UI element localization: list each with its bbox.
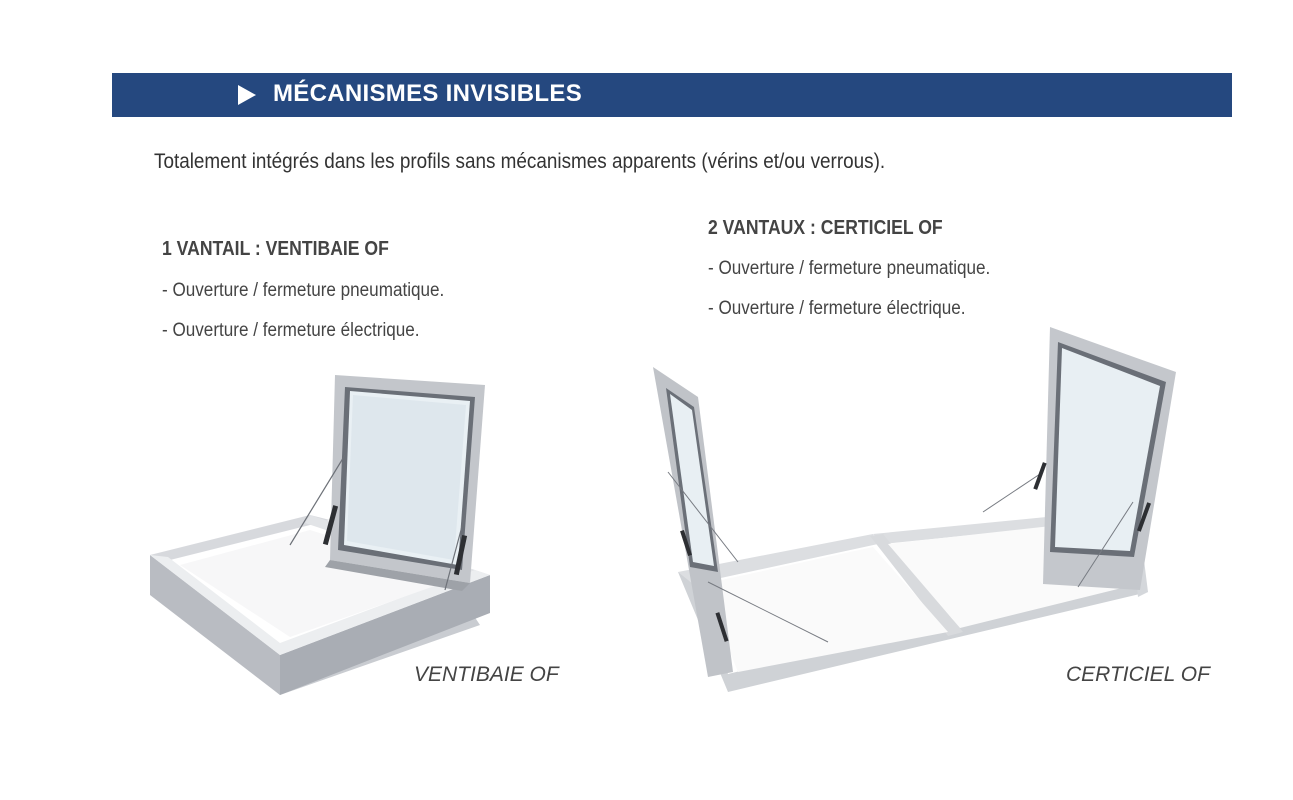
triangle-right-icon <box>238 85 256 105</box>
section-title: MÉCANISMES INVISIBLES <box>273 80 583 107</box>
feature-item: - Ouverture / fermeture pneumatique. <box>708 258 991 279</box>
product-caption-ventibaie: VENTIBAIE OF <box>414 663 559 686</box>
section-banner <box>112 73 1232 117</box>
feature-item: - Ouverture / fermeture électrique. <box>162 320 420 341</box>
intro-text: Totalement intégrés dans les profils sans mécanismes apparents (vérins et/ou verrous). <box>154 150 886 173</box>
product-caption-certiciel: CERTICIEL OF <box>1066 663 1210 686</box>
ventibaie-illustration <box>140 355 510 705</box>
product-heading-certiciel: 2 VANTAUX : CERTICIEL OF <box>708 217 943 239</box>
product-heading-ventibaie: 1 VANTAIL : VENTIBAIE OF <box>162 238 389 260</box>
feature-item: - Ouverture / fermeture pneumatique. <box>162 280 445 301</box>
feature-item: - Ouverture / fermeture électrique. <box>708 298 966 319</box>
certiciel-illustration <box>648 322 1188 702</box>
